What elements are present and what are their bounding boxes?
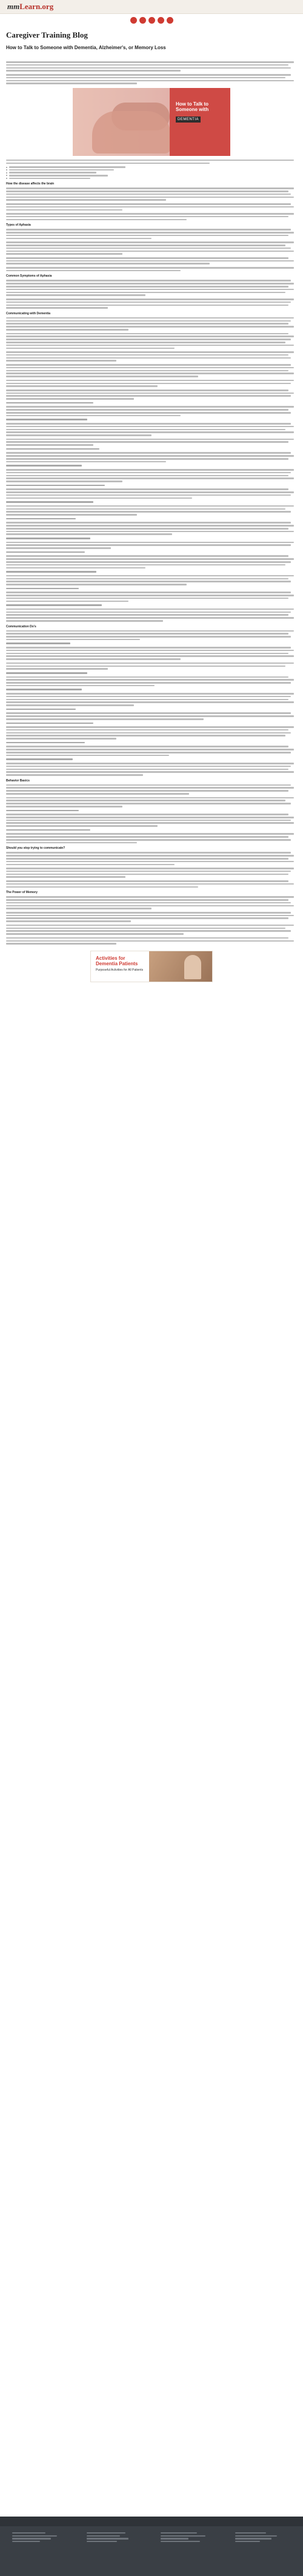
section-heading: Common Symptoms of Aphasia	[6, 274, 52, 278]
email-icon[interactable]	[167, 17, 173, 24]
hero-line-3: DEMENTIA	[176, 116, 201, 123]
section-heading: Communicating with Dementia	[6, 311, 51, 315]
hero-line-1: How to Talk to	[176, 101, 209, 107]
footer-nav	[0, 2517, 303, 2526]
article-content	[6, 30, 297, 982]
hero-caption	[170, 88, 230, 156]
article-tags	[6, 56, 297, 59]
section-heading: Behavior Basics	[6, 778, 30, 783]
footer-column	[161, 2532, 216, 2544]
blog-title: Caregiver Training Blog	[6, 30, 88, 39]
paragraph	[6, 160, 297, 164]
footer-column	[87, 2532, 142, 2544]
site-logo[interactable]	[7, 2, 53, 12]
section-heading: How the disease affects the brain	[6, 182, 55, 186]
ad-title-line-2: Dementia Patients	[96, 960, 138, 966]
linkedin-icon[interactable]	[158, 17, 164, 24]
ad-image	[149, 951, 212, 982]
intro-paragraph-2	[6, 74, 297, 84]
twitter-icon[interactable]	[139, 17, 146, 24]
section-heading: Types of Aphasia	[6, 223, 31, 228]
logo-part-1: mm	[7, 2, 20, 11]
facebook-icon[interactable]	[130, 17, 137, 24]
pinterest-icon[interactable]	[148, 17, 155, 24]
ad-subtitle: Purposeful Activities for All Patients	[96, 968, 144, 972]
site-footer	[0, 2517, 303, 2576]
logo-part-2: Learn.org	[19, 2, 54, 11]
hero-line-2: Someone with	[176, 106, 209, 112]
ad-title-line-1: Activities for	[96, 955, 125, 961]
intro-paragraph	[6, 61, 297, 72]
section-heading: Should you stop trying to communicate?	[6, 846, 65, 851]
footer-column	[12, 2532, 68, 2544]
section-heading: The Power of Memory	[6, 891, 38, 895]
advertisement-banner[interactable]	[90, 951, 213, 982]
footer-column	[235, 2532, 291, 2544]
share-icons	[0, 17, 303, 24]
section-heading: Communication Do's	[6, 624, 36, 629]
hero-image	[73, 88, 230, 156]
article-title: How to Talk to Someone with Dementia, Alzheimer's, or Memory Loss	[6, 45, 166, 50]
site-header	[0, 0, 303, 14]
article-meta	[6, 52, 297, 55]
